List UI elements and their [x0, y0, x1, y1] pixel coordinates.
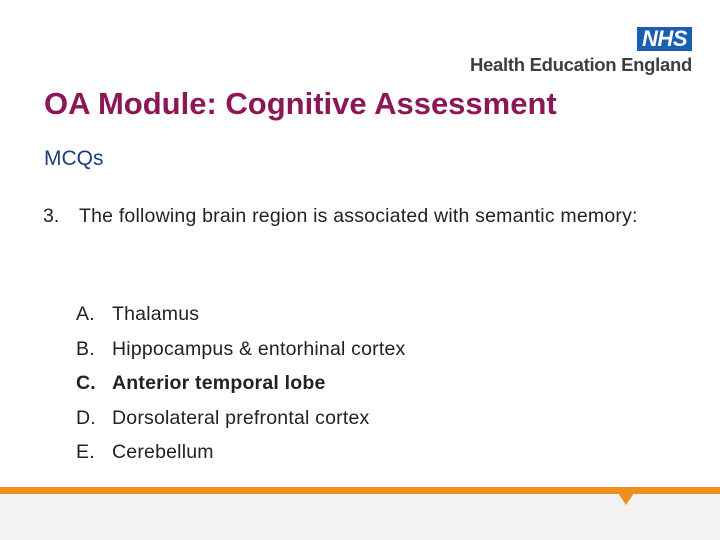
nhs-heath-education-england-logo: [442, 27, 692, 77]
option-b: [76, 332, 596, 367]
question-text: The following brain region is associated with semantic memory:: [79, 205, 638, 227]
option-text: Dorsolateral prefrontal cortex: [112, 406, 370, 429]
option-d: [76, 401, 596, 436]
footer-band: [0, 494, 720, 540]
slide-subtitle: MCQs: [44, 147, 104, 170]
option-e: [76, 435, 596, 470]
option-letter: E.: [76, 441, 95, 463]
option-a: [76, 297, 596, 332]
organisation-name: Health Education England: [469, 54, 692, 75]
question: [43, 202, 683, 231]
option-letter: A.: [76, 303, 95, 325]
nhs-badge: NHS: [637, 27, 692, 51]
option-text: Thalamus: [112, 303, 200, 325]
option-letter: D.: [76, 406, 96, 429]
option-letter: B.: [76, 337, 95, 360]
footer-notch-marker: [618, 493, 634, 505]
footer-orange-stripe: [0, 487, 720, 494]
question-number: 3.: [43, 205, 60, 227]
option-text: Hippocampus & entorhinal cortex: [112, 337, 406, 360]
slide-title: OA Module: Cognitive Assessment: [44, 86, 557, 121]
answer-options: [76, 297, 596, 470]
option-text: Cerebellum: [112, 441, 214, 463]
option-c: [76, 366, 596, 401]
option-letter: C.: [76, 372, 96, 394]
option-text: Anterior temporal lobe: [112, 372, 326, 394]
